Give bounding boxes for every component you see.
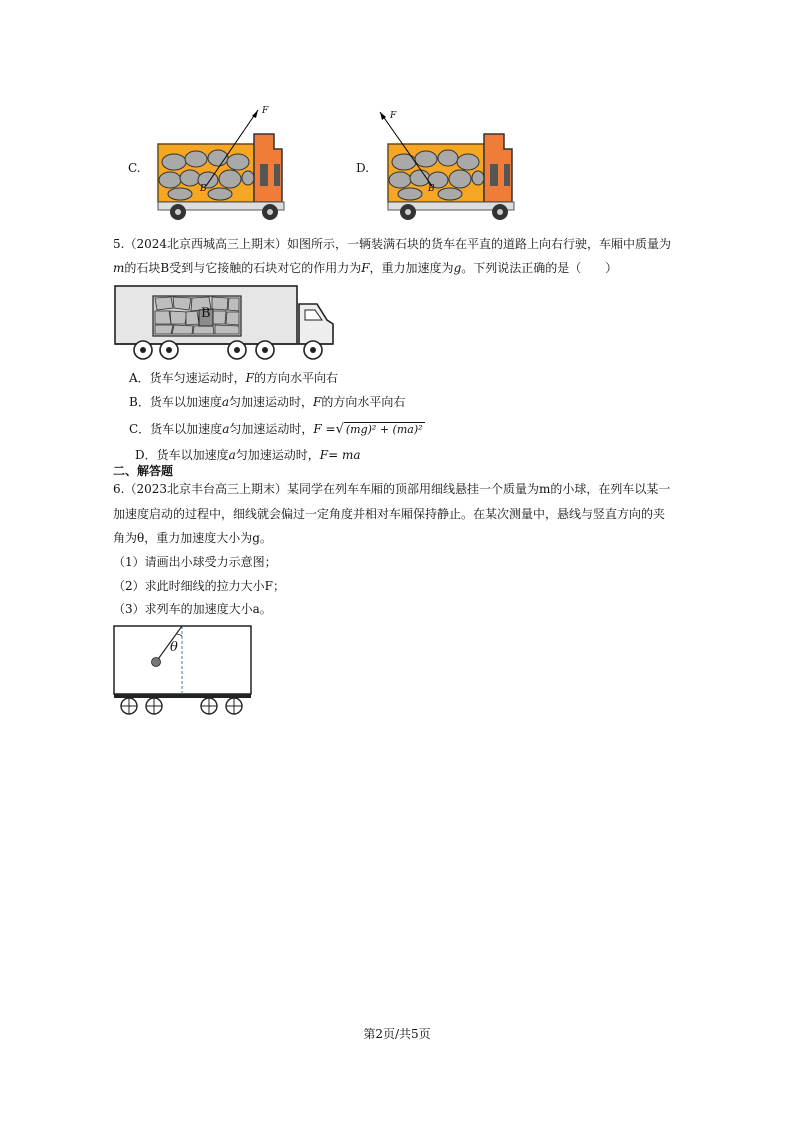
q6-line1 bbox=[113, 483, 670, 495]
q6-line2: 加速度启动的过程中，细线就会偏过一定角度并相对车厢保持静止。在某次测量中，悬线与竖直方向的夹 bbox=[113, 507, 666, 521]
q6-sub2: （2）求此时细线的拉力大小F； bbox=[113, 579, 285, 593]
q6-sub3: （3）求列车的加速度大小a。 bbox=[113, 602, 272, 616]
q5-option-d[interactable] bbox=[135, 449, 361, 461]
q6-line1-text: 某同学在列车车厢的顶部用细线悬挂一个质量为m的小球，在列车以某一 bbox=[287, 482, 671, 496]
q5-option-a-prefix: A．货车匀速运动时， bbox=[129, 371, 246, 385]
q5-option-d-formula: F= ma bbox=[319, 448, 361, 462]
sqrt-symbol: √ bbox=[335, 422, 344, 437]
force-label-d: F bbox=[390, 111, 397, 121]
q5-source: （2024北京西城高三上期末） bbox=[124, 237, 287, 251]
q5-option-c[interactable] bbox=[129, 423, 425, 436]
q5-option-c-mid: 匀加速运动时， bbox=[229, 422, 314, 436]
q5-option-b[interactable] bbox=[129, 396, 405, 408]
q5-stem-a: 的石块B受到与它接触的石块对它的作用力为 bbox=[124, 261, 362, 275]
q5-option-d-var1: a bbox=[228, 448, 236, 462]
q5-var-m: m bbox=[113, 261, 125, 275]
page-number: 第2页/共5页 bbox=[363, 1027, 431, 1041]
force-label-c: F bbox=[262, 106, 269, 116]
q5-option-d-mid: 匀加速运动时， bbox=[235, 448, 320, 462]
q5-number: 5. bbox=[113, 237, 125, 251]
q5-option-a[interactable] bbox=[129, 372, 338, 384]
section-title: 二、解答题 bbox=[113, 464, 174, 478]
option-d-label: D. bbox=[356, 161, 370, 175]
q6-train-figure bbox=[112, 624, 254, 718]
option-c-label: C. bbox=[128, 161, 141, 175]
q6-angle-label: θ bbox=[170, 640, 178, 655]
q5-stem-c: 。下列说法正确的是（ ） bbox=[461, 261, 618, 275]
stone-label-c: B bbox=[200, 184, 207, 194]
q5-stem-line1: 如图所示，一辆装满石块的货车在平直的道路上向右行驶，车厢中质量为 bbox=[287, 237, 672, 251]
stone-label-d: B bbox=[428, 184, 435, 194]
q5-option-c-prefix: C．货车以加速度 bbox=[129, 422, 223, 436]
q5-line2 bbox=[113, 262, 617, 274]
q5-option-c-formula-lhs: F = bbox=[313, 422, 336, 436]
q5-option-b-var2: F bbox=[313, 395, 322, 409]
q5-truck-figure bbox=[113, 284, 337, 360]
q5-option-b-prefix: B．货车以加速度 bbox=[129, 395, 222, 409]
q5-option-b-mid: 匀加速运动时， bbox=[228, 395, 313, 409]
q6-sub1: （1）请画出小球受力示意图； bbox=[113, 555, 277, 569]
q5-option-c-radicand: (mg)² + (ma)² bbox=[345, 423, 423, 436]
q6-number: 6. bbox=[113, 482, 125, 496]
q5-option-a-var: F bbox=[245, 371, 254, 385]
truck-figure-d bbox=[380, 104, 530, 220]
q5-option-b-suffix: 的方向水平向右 bbox=[321, 395, 406, 409]
q5-option-b-var1: a bbox=[221, 395, 229, 409]
q5-var-F: F bbox=[361, 261, 370, 275]
q6-source: （2023北京丰台高三上期末） bbox=[124, 482, 287, 496]
q5-option-c-var1: a bbox=[222, 422, 230, 436]
q5-figure-label: B bbox=[201, 306, 211, 321]
q5-option-a-suffix: 的方向水平向右 bbox=[254, 371, 339, 385]
q5-line1 bbox=[113, 238, 671, 250]
q6-line3: 角为θ，重力加速度大小为g。 bbox=[113, 531, 272, 545]
q5-var-g: g bbox=[453, 261, 462, 275]
truck-figure-c bbox=[150, 104, 300, 220]
q5-option-d-prefix: D．货车以加速度 bbox=[135, 448, 229, 462]
q5-stem-b: ，重力加速度为 bbox=[369, 261, 454, 275]
